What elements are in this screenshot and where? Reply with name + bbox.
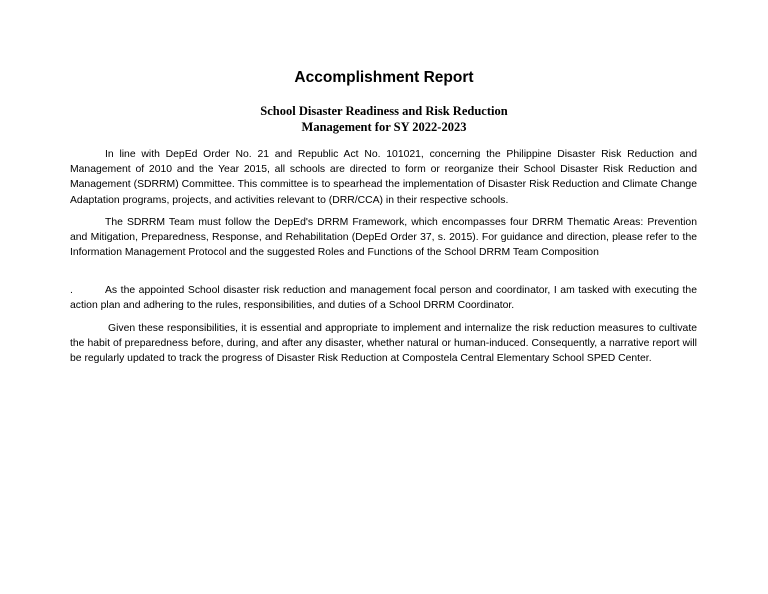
paragraph-2: The SDRRM Team must follow the DepEd's DRRM Framework, which encompasses four DRRM Thematic Areas: Prevention and Mitigation, Preparedness, Response, and Rehabilitation (DepEd Order 37, s. 2015). For guidance and direction, please refer to the Information Management Protocol and the suggested Roles and Functions of the School DRRM Team Composition	[70, 217, 697, 259]
paragraph-4: Given these responsibilities, it is essential and appropriate to implement and internalize the risk reduction measures to cultivate the habit of preparedness before, during, and after any disaster, whether natural or human-induced. Consequently, a narrative report will be regularly updated to track the progress of Disaster Risk Reduction at Compostela Central Elementary School SPED Center.	[70, 323, 697, 365]
paragraph-3-text: As the appointed School disaster risk reduction and management focal person and coordinator, I am tasked with executing the action plan and adhering to the rules, responsibilities, and duties of a School DRRM Coordinator.	[70, 285, 697, 312]
page-title: Accomplishment Report	[294, 69, 474, 86]
paragraph-3-lead-mark: .	[70, 285, 73, 296]
document-subtitle	[0, 103, 768, 135]
subtitle-line-2: Management for SY 2022-2023	[301, 120, 467, 134]
paragraph-3	[70, 283, 697, 313]
paragraph-1: In line with DepEd Order No. 21 and Republic Act No. 101021, concerning the Philippine Disaster Risk Reduction and Management of 2010 and the Year 2015, all schools are directed to form or reorganize their School Disaster Risk Reduction and Management (SDRRM) Committee. This committee is to spearhead the implementation of Disaster Risk Reduction and Climate Change Adaptation programs, projects, and activities relevant to (DRR/CCA) in their respective schools.	[70, 149, 697, 206]
subtitle-line-1: School Disaster Readiness and Risk Reduction	[260, 104, 508, 118]
